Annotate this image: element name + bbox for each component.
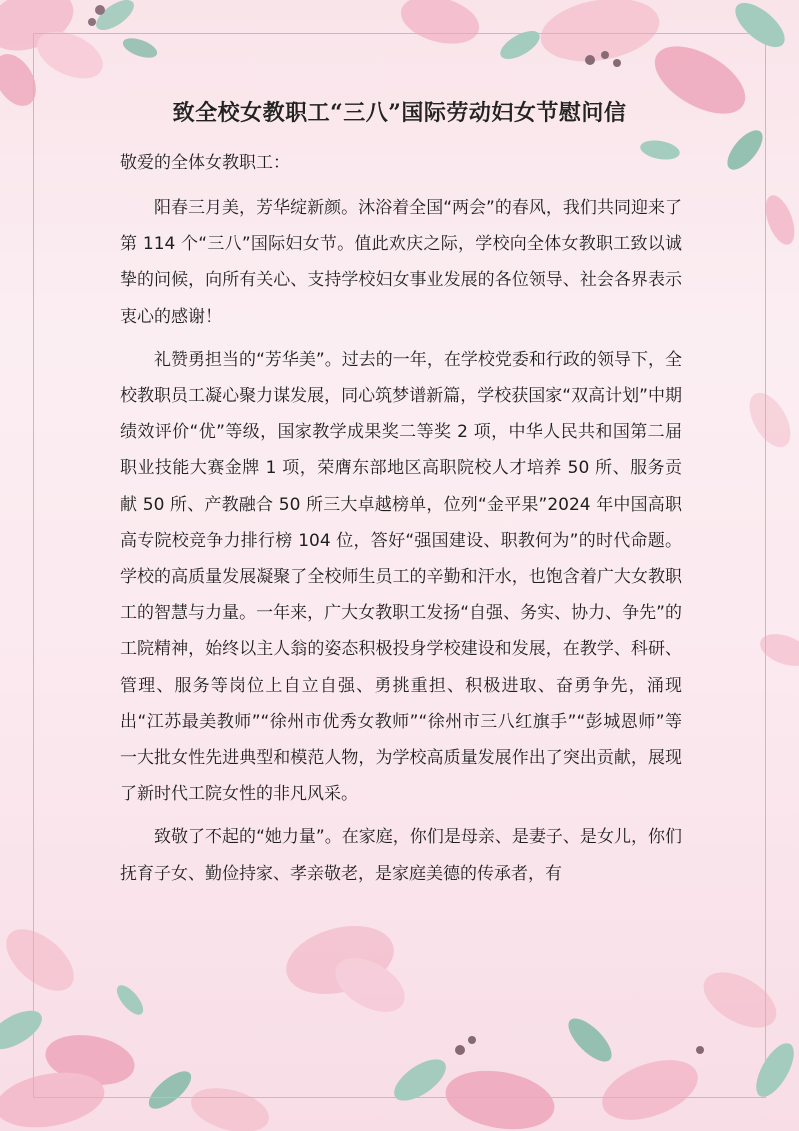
paragraph-greeting: 阳春三月美，芳华绽新颜。沐浴着全国“两会”的春风，我们共同迎来了第 114 个“三八”国际妇女节。值此欢庆之际，学校向全体女教职工致以诚挚的问候，向所有关心、支持学校妇女事业发展的各位领导、社会各界表示衷心的感谢！ <box>120 198 682 327</box>
paragraph-achievements: 礼赞勇担当的“芳华美”。过去的一年，在学校党委和行政的领导下，全校教职员工凝心聚力谋发展，同心筑梦谱新篇，学校获国家“双高计划”中期绩效评价“优”等级，国家教学成果奖二等奖 2 项，中华人民共和国第二届职业技能大赛金牌 1 项，荣膺东部地区高职院校人才培养 50 所、服务贡献 50 所、产教融合 50 所三大卓越榜单，位列“金平果”2024 年中国高职高专院校竞争力排行榜 104 位，答好“强国建设、职教何为”的时代命题。学校的高质量发展凝聚了全校师生员工的辛勤和汗水，也饱含着广大女教职工的智慧与力量。一年来，广大女教职工发扬“自强、务实、协力、争先”的工院精神，始终以主人翁的姿态积极投身学校建设和发展，在教学、科研、管理、服务等岗位上自立自强、勇挑重担、积极进取、奋勇争先，涌现出“江苏最美教师”“徐州市优秀女教师”“徐州市三八红旗手”“彭城恩师”等一大批女性先进典型和模范人物，为学校高质量发展作出了突出贡献，展现了新时代工院女性的非凡风采。 <box>120 349 682 805</box>
paragraph-her-strength: 致敬了不起的“她力量”。在家庭，你们是母亲、是妻子、是女儿，你们抚育子女、勤俭持家、孝亲敬老，是家庭美德的传承者，有 <box>120 827 682 884</box>
letter-salutation: 敬爱的全体女教职工： <box>120 153 290 173</box>
letter-title: 致全校女教职工“三八”国际劳动妇女节慰问信 <box>172 100 627 126</box>
letter-body <box>120 190 682 899</box>
